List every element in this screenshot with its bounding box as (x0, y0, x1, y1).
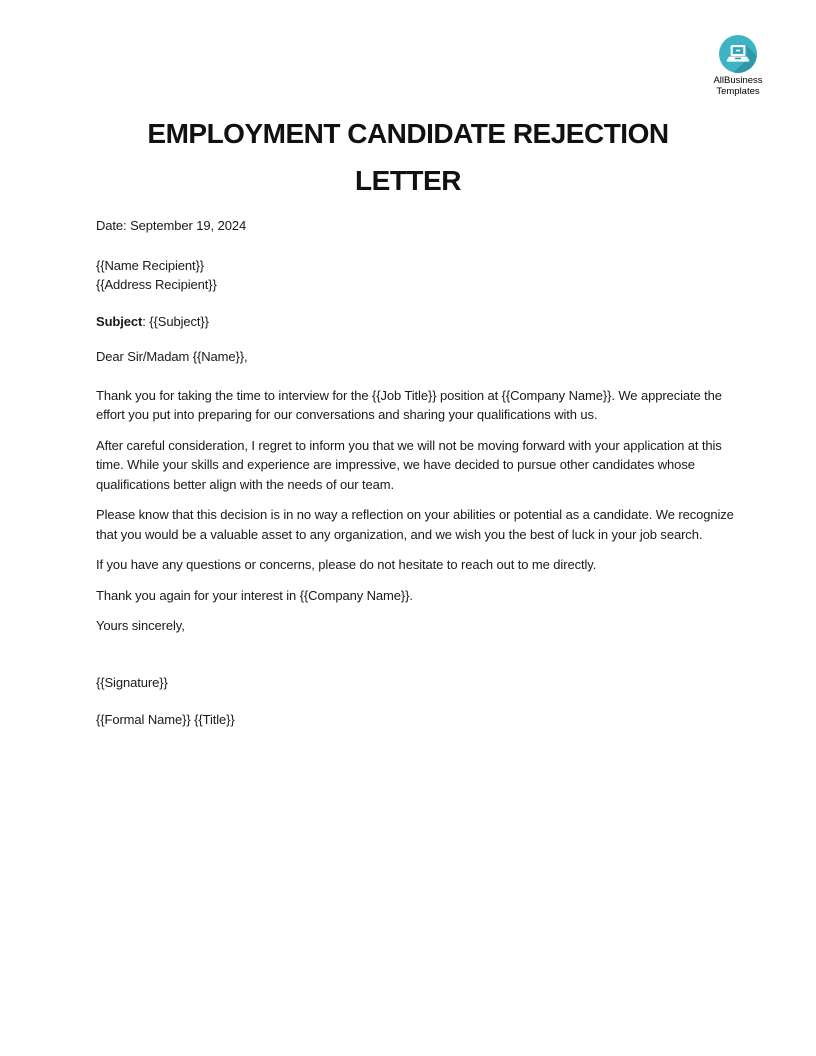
paragraph-thanks-again: Thank you again for your interest in {{Company Name}}. (96, 587, 413, 603)
recipient-address-placeholder: {{Address Recipient}} (96, 277, 217, 292)
laptop-icon (719, 35, 757, 73)
recipient-block (96, 256, 736, 295)
subject-label: Subject (96, 313, 143, 329)
subject-line (96, 312, 736, 332)
page-title: EMPLOYMENT CANDIDATE REJECTION LETTER (147, 118, 669, 196)
letter-body (96, 216, 736, 730)
date-line: Date: September 19, 2024 (96, 218, 247, 233)
logo-text-line2: Templates (716, 86, 760, 97)
paragraph-thank-you-interview: Thank you for taking the time to interview for the {{Job Title}} position at {{Company Name}}. We appreciate the effort you put into preparing for our conversations and sharing your qualifications with us. (96, 387, 722, 422)
paragraph-questions: If you have any questions or concerns, please do not hesitate to reach out to me directly. (96, 557, 597, 572)
paragraph-rejection-notice: After careful consideration, I regret to inform you that we will not be moving forward with your application at this time. While your skills and experience are impressive, we have decided to pursue other candidates whose qualifications better align with the needs of our team. (96, 437, 722, 492)
logo-text-line1: AllBusiness (713, 75, 763, 86)
paragraph-encouragement: Please know that this decision is in no way a reflection on your abilities or potential as a candidate. We recognize that you would be a valuable asset to any organization, and we wish you the best of luck in your job search. (96, 507, 734, 542)
signoff-placeholder: {{Formal Name}} {{Title}} (96, 712, 235, 727)
allbusiness-templates-logo (700, 35, 776, 97)
closing: Yours sincerely, (96, 618, 185, 633)
salutation: Dear Sir/Madam {{Name}}, (96, 349, 248, 364)
signature-placeholder: {{Signature}} (96, 674, 168, 690)
recipient-name-placeholder: {{Name Recipient}} (96, 257, 205, 273)
logo-text (700, 75, 776, 97)
subject-placeholder: : {{Subject}} (142, 313, 209, 329)
